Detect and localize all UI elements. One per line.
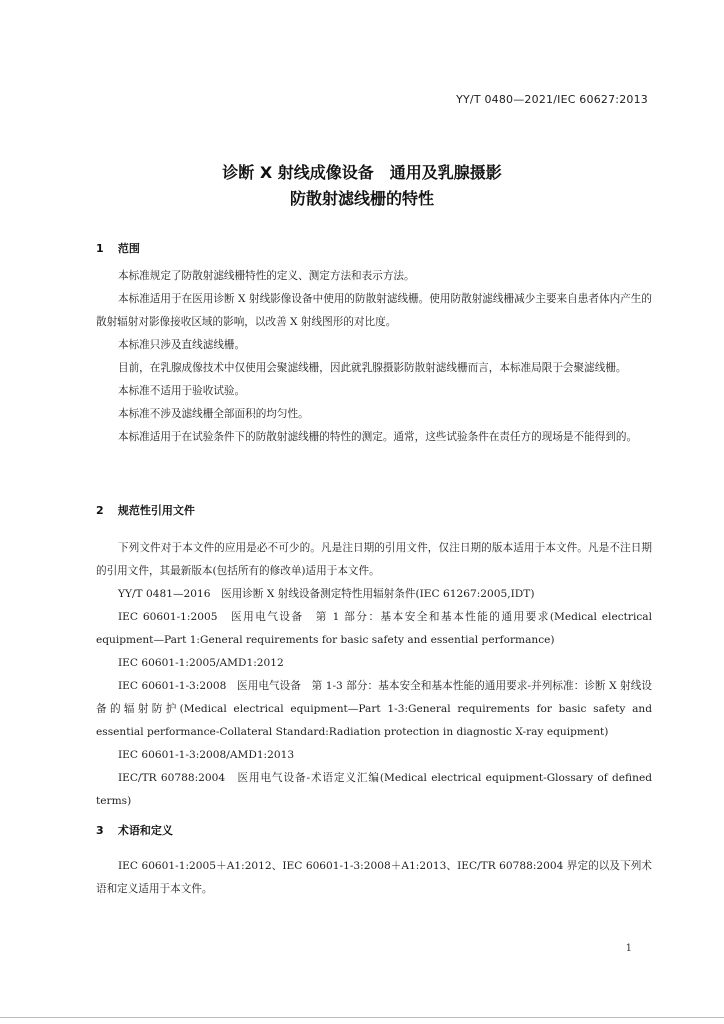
document-title-line-2: 防散射滤线栅的特性 (289, 189, 434, 208)
paragraph: 本标准规定了防散射滤线栅特性的定义、测定方法和表示方法。 (118, 270, 415, 282)
paragraph: 本标准不适用于验收试验。 (118, 385, 246, 397)
reference-item: YY/T 0481—2016 医用诊断 X 射线设备测定特性用辐射条件(IEC 61267:2005,IDT) (118, 588, 535, 600)
section-heading-terms-and-definitions (96, 822, 173, 838)
reference-item: IEC 60601-1:2005 医用电气设备 第 1 部分：基本安全和基本性能的通用要求(Medical electrical equipment—Part 1:General requirements for basic safety and essential performance) (96, 611, 652, 646)
section-title: 范围 (117, 242, 140, 255)
paragraph: IEC 60601-1:2005＋A1:2012、IEC 60601-1-3:2008＋A1:2013、IEC/TR 60788:2004 界定的以及下列术语和定义适用于本文件。 (96, 860, 652, 895)
section-body-normative-references (96, 537, 652, 813)
section-body-terms-and-definitions (96, 855, 652, 901)
reference-item: IEC 60601-1-3:2008/AMD1:2013 (118, 749, 295, 761)
section-heading-normative-references (96, 502, 195, 518)
reference-item: IEC 60601-1:2005/AMD1:2012 (118, 657, 284, 669)
page-number: 1 (625, 943, 632, 954)
section-number: 1 (96, 242, 104, 255)
paragraph: 本标准适用于在试验条件下的防散射滤线栅的特性的测定。通常，这些试验条件在责任方的现场是不能得到的。 (118, 431, 638, 443)
section-heading-scope (96, 240, 140, 256)
reference-item: IEC/TR 60788:2004 医用电气设备-术语定义汇编(Medical electrical equipment-Glossary of defined terms) (96, 772, 652, 807)
paragraph: 本标准不涉及滤线栅全部面积的均匀性。 (118, 408, 309, 420)
paragraph: 本标准适用于在医用诊断 X 射线影像设备中使用的防散射滤线栅。使用防散射滤线栅减少主要来自患者体内产生的散射辐射对影像接收区域的影响，以改善 X 射线图形的对比度。 (96, 293, 652, 328)
section-title: 规范性引用文件 (117, 504, 195, 517)
document-title-line-1: 诊断 X 射线成像设备 通用及乳腺摄影 (222, 163, 502, 182)
section-number: 3 (96, 824, 104, 837)
paragraph: 目前，在乳腺成像技术中仅使用会聚滤线栅，因此就乳腺摄影防散射滤线栅而言，本标准局限于会聚滤线栅。 (118, 362, 627, 374)
standard-code: YY/T 0480—2021/IEC 60627:2013 (456, 93, 648, 106)
section-title: 术语和定义 (117, 824, 173, 837)
paragraph: 本标准只涉及直线滤线栅。 (118, 339, 246, 351)
reference-item: IEC 60601-1-3:2008 医用电气设备 第 1-3 部分：基本安全和基本性能的通用要求-并列标准：诊断 X 射线设备的辐射防护(Medical electrical equipment—Part 1-3:General requirements for basic safety and essential performance-Collateral Standard:Radiation protection in diagnostic X-ray equipment) (96, 680, 652, 738)
page-bottom-edge (0, 1017, 724, 1018)
paragraph: 下列文件对于本文件的应用是必不可少的。凡是注日期的引用文件，仅注日期的版本适用于本文件。凡是不注日期的引用文件，其最新版本(包括所有的修改单)适用于本文件。 (96, 542, 652, 577)
section-body-scope (96, 265, 652, 449)
section-number: 2 (96, 504, 104, 517)
